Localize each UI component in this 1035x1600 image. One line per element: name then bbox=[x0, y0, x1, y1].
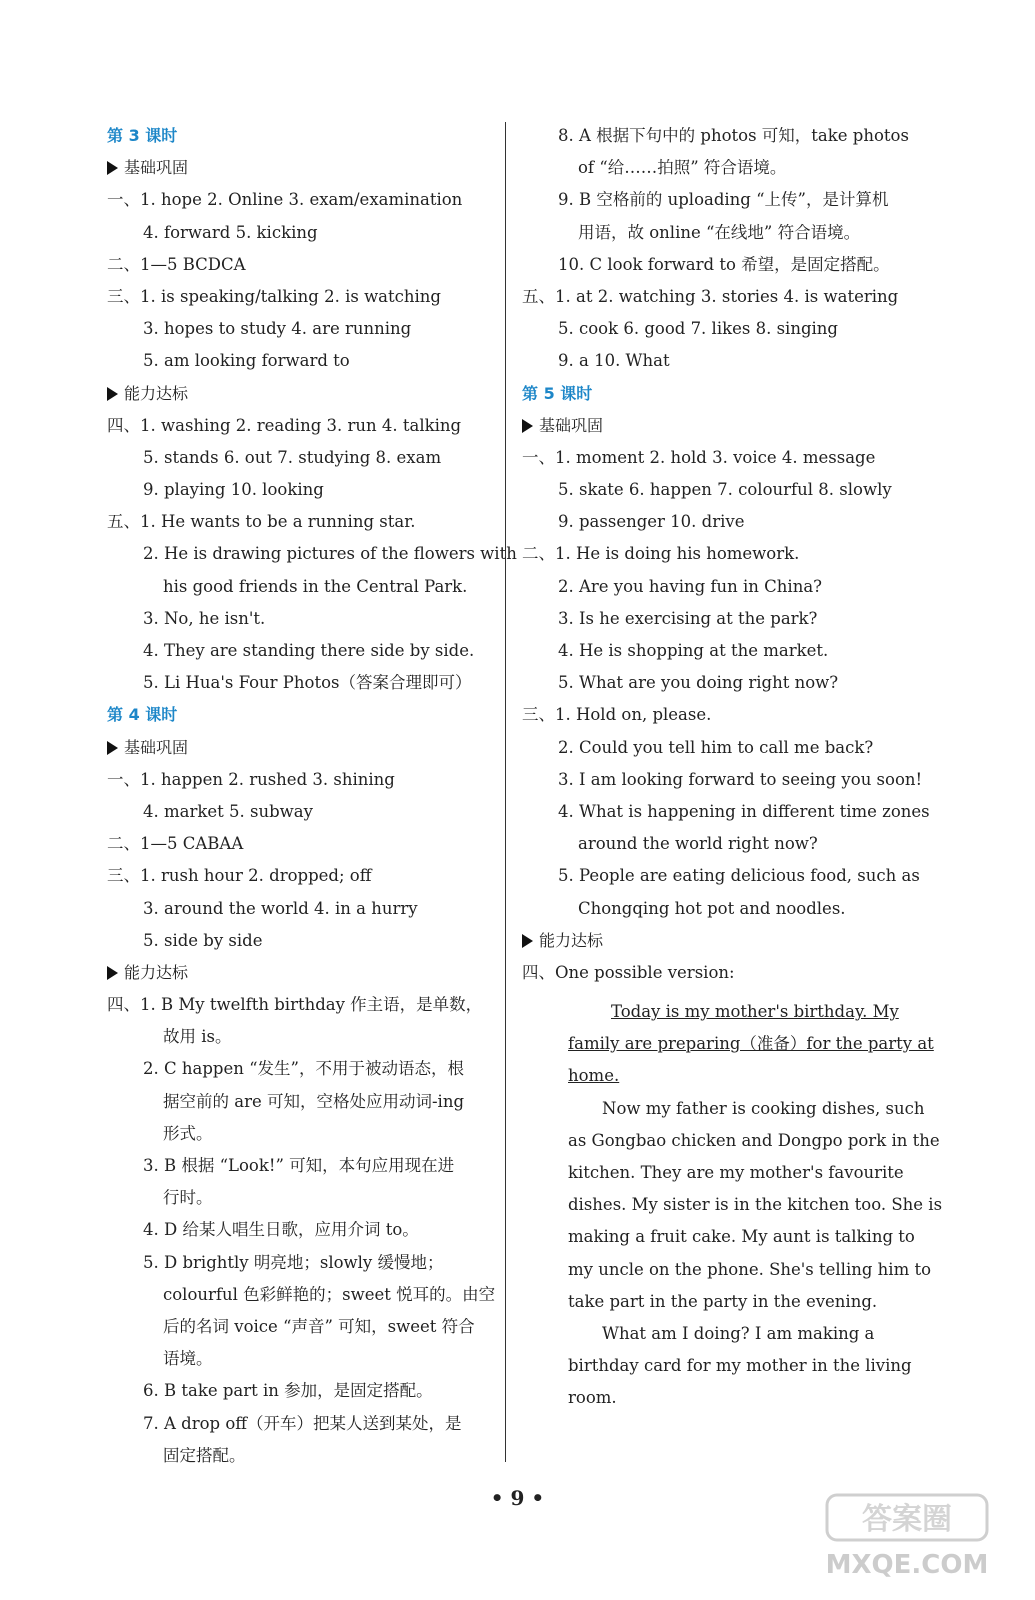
section-basic bbox=[522, 410, 907, 442]
essay-line: making a fruit cake. My aunt is talking to bbox=[568, 1227, 915, 1247]
answer-line: 二、1. He is doing his homework. bbox=[522, 544, 800, 564]
answer-line: 9. B 空格前的 uploading “上传”，是计算机 bbox=[558, 190, 889, 210]
answer-line: 四、One possible version: bbox=[522, 962, 735, 982]
answer-line: 4. They are standing there side by side. bbox=[143, 641, 475, 660]
triangle-bullet-icon bbox=[522, 934, 533, 948]
section-ability bbox=[107, 378, 492, 410]
answer-line: 4. He is shopping at the market. bbox=[558, 641, 829, 660]
section-ability bbox=[107, 957, 492, 989]
answer-line: 5. cook 6. good 7. likes 8. singing bbox=[558, 319, 838, 339]
answer-line: 5. People are eating delicious food, such as bbox=[558, 866, 920, 886]
triangle-bullet-icon bbox=[107, 387, 118, 401]
lesson-3-heading: 第 3 课时 bbox=[107, 126, 178, 145]
essay-line: Now my father is cooking dishes, such bbox=[602, 1098, 925, 1118]
answer-line: 三、1. rush hour 2. dropped; off bbox=[107, 866, 372, 886]
page-number: • 9 • bbox=[490, 1486, 545, 1510]
answer-line: 4. D 给某人唱生日歌，应用介词 to。 bbox=[143, 1220, 419, 1240]
answer-line: 形式。 bbox=[163, 1123, 213, 1143]
answer-line: 3. No, he isn't. bbox=[143, 608, 266, 628]
answer-line: 三、1. is speaking/talking 2. is watching bbox=[107, 286, 441, 306]
answer-line: 五、1. He wants to be a running star. bbox=[107, 512, 416, 532]
section-label: 基础巩固 bbox=[539, 415, 604, 435]
triangle-bullet-icon bbox=[522, 419, 533, 433]
answer-line: 4. What is happening in different time zones bbox=[558, 801, 930, 821]
column-divider bbox=[505, 122, 506, 1462]
section-basic bbox=[107, 732, 492, 764]
answer-line: 用语，故 online “在线地” 符合语境。 bbox=[578, 222, 861, 242]
essay-line: What am I doing? I am making a bbox=[602, 1323, 875, 1343]
answer-line: around the world right now? bbox=[578, 834, 818, 854]
answer-line: 一、1. hope 2. Online 3. exam/examination bbox=[107, 190, 463, 210]
answer-line: 2. Are you having fun in China? bbox=[558, 576, 823, 596]
answer-line: 2. Could you tell him to call me back? bbox=[558, 737, 874, 757]
section-label: 能力达标 bbox=[124, 962, 189, 982]
triangle-bullet-icon bbox=[107, 966, 118, 980]
watermark-logo bbox=[807, 1487, 1007, 1582]
answer-line: 2. C happen “发生”，不用于被动语态，根 bbox=[143, 1059, 464, 1079]
section-label: 能力达标 bbox=[124, 383, 189, 403]
answer-line: 8. A 根据下句中的 photos 可知，take photos bbox=[558, 126, 909, 145]
answer-line: 4. market 5. subway bbox=[143, 801, 313, 821]
triangle-bullet-icon bbox=[107, 741, 118, 755]
essay-line-underlined: Today is my mother's birthday. My bbox=[611, 1002, 899, 1022]
answer-line: 5. stands 6. out 7. studying 8. exam bbox=[143, 447, 442, 467]
section-label: 能力达标 bbox=[539, 930, 604, 950]
answer-line: 固定搭配。 bbox=[163, 1445, 246, 1465]
answer-line: 3. hopes to study 4. are running bbox=[143, 319, 412, 339]
sample-essay bbox=[522, 996, 943, 1414]
essay-line: kitchen. They are my mother's favourite bbox=[568, 1163, 904, 1182]
answer-line: Chongqing hot pot and noodles. bbox=[578, 898, 846, 918]
lesson-5-heading: 第 5 课时 bbox=[522, 383, 593, 403]
answer-line: 5. What are you doing right now? bbox=[558, 673, 839, 693]
section-ability bbox=[522, 925, 907, 957]
triangle-bullet-icon bbox=[107, 161, 118, 175]
answer-line: 3. around the world 4. in a hurry bbox=[143, 898, 418, 918]
answer-line: 三、1. Hold on, please. bbox=[522, 705, 712, 725]
answer-line: 5. side by side bbox=[143, 930, 263, 950]
answer-line: 一、1. moment 2. hold 3. voice 4. message bbox=[522, 447, 876, 467]
answer-line: 五、1. at 2. watching 3. stories 4. is watering bbox=[522, 286, 899, 306]
answer-line: 3. B 根据 “Look!” 可知，本句应用现在进 bbox=[143, 1156, 455, 1175]
answer-line: 9. playing 10. looking bbox=[143, 480, 324, 500]
essay-line: take part in the party in the evening. bbox=[568, 1291, 878, 1311]
answer-line: 后的名词 voice “声音” 可知，sweet 符合 bbox=[163, 1316, 475, 1336]
essay-line-underlined: family are preparing（准备）for the party at bbox=[568, 1034, 934, 1054]
answer-line: 故用 is。 bbox=[163, 1027, 232, 1047]
essay-line: as Gongbao chicken and Dongpo pork in the bbox=[568, 1130, 940, 1150]
answer-line: 据空前的 are 可知，空格处应用动词-ing bbox=[163, 1091, 465, 1111]
essay-line: room. bbox=[568, 1388, 617, 1408]
answer-line: 四、1. washing 2. reading 3. run 4. talking bbox=[107, 415, 462, 435]
answer-line: 行时。 bbox=[163, 1188, 213, 1208]
answer-line: of “给……拍照” 符合语境。 bbox=[578, 158, 787, 178]
answer-line: 二、1—5 CABAA bbox=[107, 834, 244, 854]
svg-text:答案圈: 答案圈 bbox=[862, 1502, 952, 1537]
essay-line: my uncle on the phone. She's telling him to bbox=[568, 1259, 932, 1279]
answer-line: 2. He is drawing pictures of the flowers with bbox=[143, 544, 517, 564]
answer-line: 5. am looking forward to bbox=[143, 351, 350, 371]
lesson-4-heading: 第 4 课时 bbox=[107, 705, 178, 725]
answer-line: 9. passenger 10. drive bbox=[558, 512, 745, 532]
answer-line: 四、1. B My twelfth birthday 作主语，是单数， bbox=[107, 995, 483, 1015]
answer-line: 5. Li Hua's Four Photos（答案合理即可） bbox=[143, 673, 472, 693]
answer-line: 4. forward 5. kicking bbox=[143, 222, 318, 242]
answer-line: 一、1. happen 2. rushed 3. shining bbox=[107, 769, 395, 789]
essay-line: dishes. My sister is in the kitchen too. She is bbox=[568, 1195, 943, 1215]
svg-text:MXQE.COM: MXQE.COM bbox=[825, 1550, 989, 1580]
answer-line: 7. A drop off（开车）把某人送到某处，是 bbox=[143, 1413, 462, 1433]
answer-line: 5. D brightly 明亮地；slowly 缓慢地； bbox=[143, 1252, 444, 1272]
answer-line: 10. C look forward to 希望，是固定搭配。 bbox=[558, 254, 890, 274]
section-label: 基础巩固 bbox=[124, 737, 189, 757]
answer-line: 9. a 10. What bbox=[558, 351, 670, 371]
answer-line: 语境。 bbox=[163, 1349, 213, 1369]
answer-line: colourful 色彩鲜艳的；sweet 悦耳的。由空 bbox=[163, 1284, 496, 1304]
answer-line: 5. skate 6. happen 7. colourful 8. slowly bbox=[558, 480, 892, 500]
essay-line: birthday card for my mother in the living bbox=[568, 1356, 912, 1376]
section-label: 基础巩固 bbox=[124, 158, 189, 178]
answer-line: 3. I am looking forward to seeing you soon! bbox=[558, 769, 923, 789]
answer-line: 3. Is he exercising at the park? bbox=[558, 608, 818, 628]
left-column bbox=[107, 120, 517, 1472]
section-basic bbox=[107, 152, 492, 184]
answer-line: 6. B take part in 参加，是固定搭配。 bbox=[143, 1381, 433, 1401]
essay-line-underlined: home. bbox=[568, 1066, 620, 1086]
right-column bbox=[522, 120, 943, 1415]
answer-line: 二、1—5 BCDCA bbox=[107, 254, 246, 274]
answer-line: his good friends in the Central Park. bbox=[163, 576, 468, 596]
